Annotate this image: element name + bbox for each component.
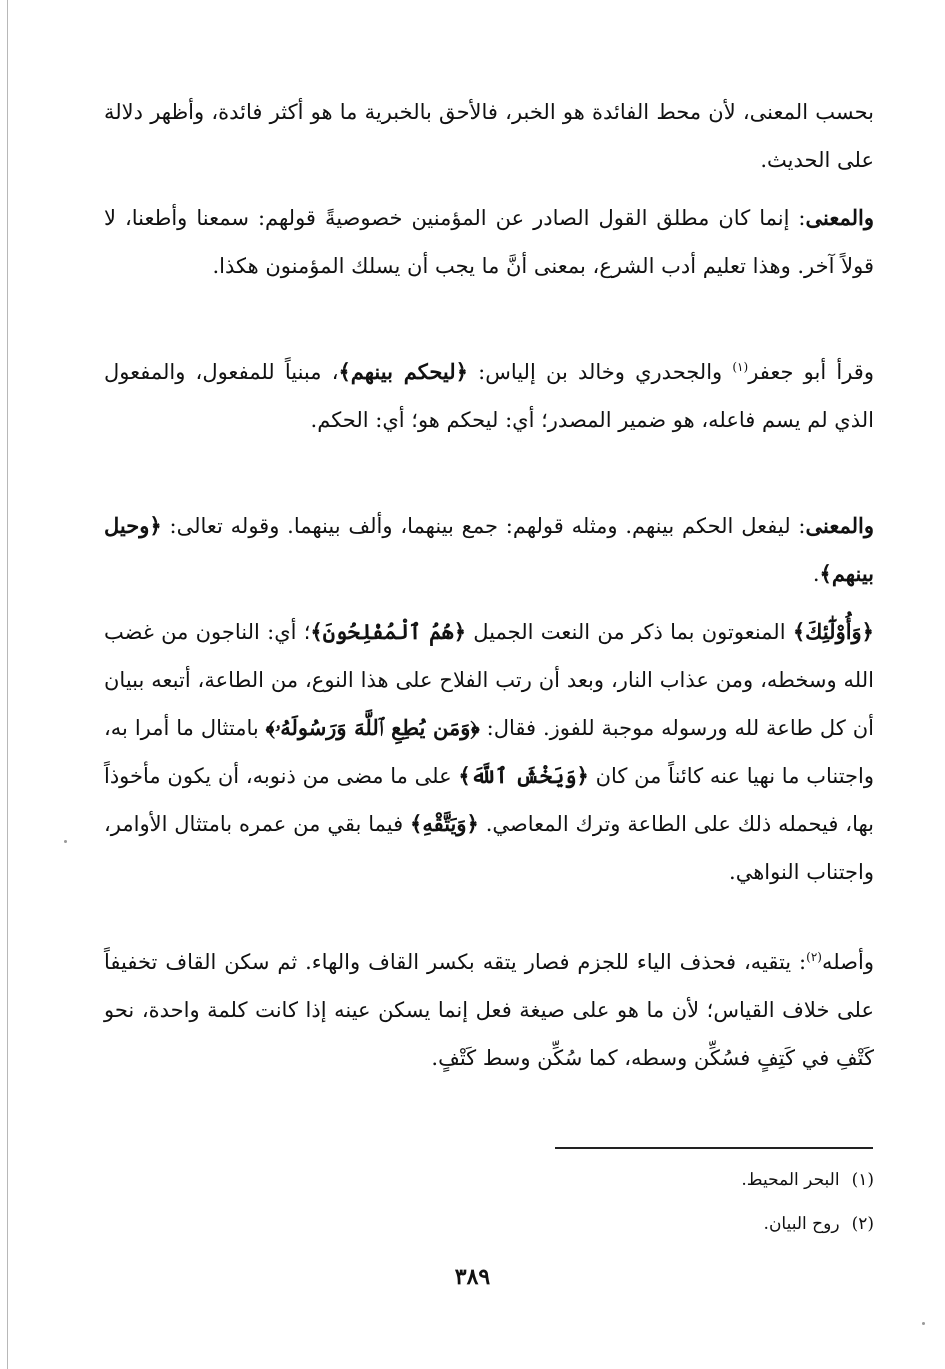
paragraph-5 (104, 608, 874, 896)
paragraph-3-mid: والجحدري وخالد بن إلياس: (467, 360, 733, 384)
quran-quote-5: ﴿وَمَن يُطِعِ ٱللَّهَ وَرَسُولَهُۥ﴾ (265, 715, 480, 740)
scan-speck (64, 840, 67, 843)
paragraph-5-text-2: ؛ أي: الناجون من غضب الله وسخطه، ومن عذاب النار، وبعد أن رتب الفلاح على هذا النوع، من الطاعة، أتبعه ببيان أن كل طاعة لله ورسوله موجبة للفوز. فقال: (104, 620, 874, 740)
paragraph-5-text-1: المنعوتون بما ذكر من النعت الجميل (466, 620, 793, 644)
footnote-ref-2: (٢) (806, 950, 822, 964)
footnote-1 (104, 1158, 874, 1202)
paragraph-3 (104, 348, 874, 444)
paragraph-6-text: : يتقيه، فحذف الياء للجزم فصار يتقه بكسر القاف والهاء. ثم سكن القاف تخفيفاً على خلاف القياس؛ لأن ما هو على صيغة فعل إنما يسكن عينه إذا كانت كلمة واحدة، نحو كَتْفِ في كَتِفٍ فسُكِّن وسطه، كما سُكِّن وسط كَتْفٍ. (104, 950, 874, 1070)
paragraph-1-text: بحسب المعنى، لأن محط الفائدة هو الخبر، فالأحق بالخبرية ما هو أكثر فائدة، وأظهر دلالة على الحديث. (104, 100, 874, 172)
paragraph-2-text: : إنما كان مطلق القول الصادر عن المؤمنين خصوصيةً قولهم: سمعنا وأطعنا، لا قولاً آخر. وهذا تعليم أدب الشرع، بمعنى أنَّ ما يجب أن يسلك المؤمنون هكذا. (104, 206, 874, 278)
footnotes (104, 1158, 874, 1246)
footnote-2-number: (٢) (851, 1214, 874, 1234)
page-number: ٣٨٩ (454, 1264, 491, 1290)
paragraph-2 (104, 194, 874, 290)
footnote-1-text: البحر المحيط. (741, 1170, 840, 1190)
paragraph-5-text-3: بامتثال ما أمرا به، واجتناب ما نهيا عنه كائناً من كان (104, 716, 874, 788)
paragraph-3-start: وقرأ أبو جعفر (748, 360, 874, 384)
paragraph-4-text: : ليفعل الحكم بينهم. ومثله قولهم: جمع بينهما، وألف بينهما. وقوله تعالى: (161, 514, 806, 538)
quran-quote-7: ﴿وَيَتَّقْهِ﴾ (410, 811, 479, 836)
quran-quote-1: ﴿ليحكم بينهم﴾ (338, 359, 468, 384)
footnote-1-number: (١) (851, 1170, 874, 1190)
paragraph-6 (104, 938, 874, 1082)
paragraph-4-lead: والمعنى (805, 513, 874, 538)
quran-quote-2: ﴿وحيل بينهم﴾ (104, 513, 874, 586)
paragraph-3-end: ، مبنياً للمفعول، والمفعول الذي لم يسم فاعله، هو ضمير المصدر؛ أي: ليحكم هو؛ أي: الحكم. (104, 360, 874, 432)
paragraph-6-start: وأصله (821, 950, 874, 974)
scan-speck (922, 1322, 925, 1325)
footnote-2 (104, 1202, 874, 1246)
footnote-separator (555, 1147, 873, 1149)
footnote-2-text: روح البيان. (763, 1214, 840, 1234)
paragraph-5-text-5: فيما بقي من عمره بامتثال الأوامر، واجتناب النواهي. (104, 812, 874, 884)
paragraph-2-lead: والمعنى (805, 205, 874, 230)
page-edge-line (7, 0, 8, 1369)
paragraph-4 (104, 502, 874, 598)
quran-quote-3: ﴿وَأُوْلَٰٓئِكَ﴾ (792, 619, 874, 644)
quran-quote-4: ﴿هُمُ ٱلْمُفْلِحُونَ﴾ (310, 619, 466, 644)
paragraph-1 (104, 88, 874, 184)
quran-quote-6: ﴿وَيَخْشَ ٱللَّهَ﴾ (458, 763, 589, 788)
paragraph-4-end: . (812, 562, 820, 586)
paragraph-5-text-4: على ما مضى من ذنوبه، أن يكون مأخوذاً بها، فيحمله ذلك على الطاعة وترك المعاصي. (104, 764, 875, 836)
footnote-ref-1: (١) (732, 360, 749, 374)
